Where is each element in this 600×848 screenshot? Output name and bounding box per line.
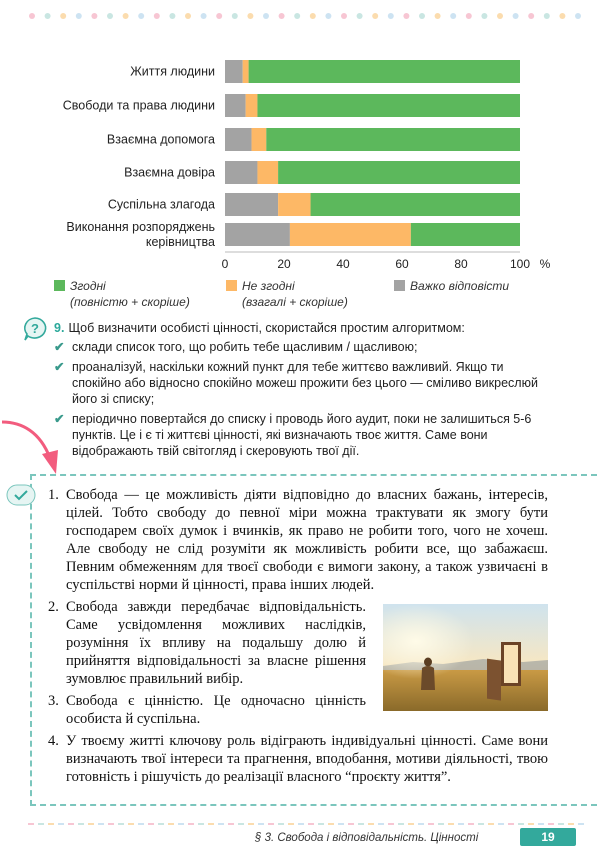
decorative-dot [559, 13, 565, 19]
legend-swatch-hard [394, 280, 405, 291]
decorative-dot [341, 13, 347, 19]
bar-segment [249, 60, 520, 83]
pink-arrow-icon [0, 418, 70, 480]
decorative-dot [466, 13, 472, 19]
decorative-dot [497, 13, 503, 19]
decorative-dot [185, 13, 191, 19]
decorative-dot [247, 13, 253, 19]
decorative-dash [98, 823, 104, 825]
task-step: ✔ склади список того, що робить тебе щасливим / щасливою; [54, 340, 418, 354]
decorative-dash [238, 823, 244, 825]
decorative-dot [60, 13, 66, 19]
decorative-dash [58, 823, 64, 825]
decorative-dash [258, 823, 264, 825]
category-label: керівництва [145, 235, 215, 249]
check-icon: ✔ [54, 340, 65, 354]
decorative-dash [288, 823, 294, 825]
category-label: Виконання розпоряджень [66, 220, 215, 234]
decorative-dash [208, 823, 214, 825]
fact-item: 4. У твоєму житті ключову роль відіграють індивідуальні цінності. Саме вони визначають твої інтереси та прагнення, вподобання, мотиви діяльності, твою готовність і рішучість до реалізації власного “проєкту життя”. [48, 733, 548, 785]
decorative-dash [538, 823, 544, 825]
checkmark-badge-icon [6, 484, 36, 506]
decorative-dot [388, 13, 394, 19]
decorative-dash [428, 823, 434, 825]
decorative-dot [263, 13, 269, 19]
bar-segment [311, 193, 520, 216]
decorative-dash [228, 823, 234, 825]
footer [0, 822, 600, 848]
legend-sublabel-disagree: (взагалі + скоріше) [242, 295, 348, 309]
decorative-dot [450, 13, 456, 19]
decorative-dot [279, 13, 285, 19]
task-9 [54, 320, 554, 463]
decorative-dash [128, 823, 134, 825]
bar-segment [225, 193, 278, 216]
decorative-dash [88, 823, 94, 825]
x-tick-label: 80 [454, 257, 468, 271]
decorative-dot [123, 13, 129, 19]
category-label: Взаємна допомога [106, 132, 215, 147]
decorative-dot [154, 13, 160, 19]
decorative-dash [48, 823, 54, 825]
decorative-dash [418, 823, 424, 825]
decorative-dash [298, 823, 304, 825]
decorative-dot [575, 13, 581, 19]
decorative-dash [158, 823, 164, 825]
bar-segment [225, 161, 257, 184]
footer-dots-decoration [28, 822, 588, 828]
bar-segment [225, 60, 243, 83]
decorative-dot [419, 13, 425, 19]
x-tick-label: 0 [221, 257, 229, 271]
decorative-dash [518, 823, 524, 825]
x-axis-unit: % [539, 257, 551, 271]
decorative-dot [481, 13, 487, 19]
decorative-dash [528, 823, 534, 825]
bar-segment [257, 161, 278, 184]
x-tick-label: 20 [277, 257, 291, 271]
decorative-dot [45, 13, 51, 19]
decorative-dash [138, 823, 144, 825]
bar-segment [278, 161, 520, 184]
x-tick-label: 60 [395, 257, 409, 271]
bar-segment [225, 223, 290, 246]
footer-section-title: § 3. Свобода і відповідальність. Цінності [255, 832, 479, 844]
task-step: ✔ періодично повертайся до списку і проводь його аудит, поки не залишиться 5-6 пунктів. Це і є ті життєві цінності, які визначають твоє життя. Саме вони відображають твій світогляд і скеровують твої дії. [54, 412, 532, 458]
decorative-dot [513, 13, 519, 19]
decorative-dash [278, 823, 284, 825]
decorative-dot [76, 13, 82, 19]
decorative-dash [488, 823, 494, 825]
task-step: ✔ проаналізуй, наскільки кожний пункт для тебе життєво важливий. Якщо ти спокійно або відносно спокійно можеш прожити без цього — сміливо викреслюй його зі списку; [54, 360, 538, 406]
decorative-dash [358, 823, 364, 825]
decorative-dash [198, 823, 204, 825]
legend-swatch-disagree [226, 280, 237, 291]
bar-segment [252, 128, 267, 151]
legend-label-agree: Згодні [70, 279, 106, 293]
decorative-dash [68, 823, 74, 825]
legend-item-disagree [226, 278, 348, 310]
decorative-dot [372, 13, 378, 19]
legend-item-agree [54, 278, 190, 310]
legend-sublabel-agree: (повністю + скоріше) [70, 295, 190, 309]
decorative-dot [29, 13, 35, 19]
decorative-dash [378, 823, 384, 825]
bar-segment [243, 60, 249, 83]
fact-item: 2. Свобода завжди передбачає відповідальність. Саме усвідомлення можливих наслідків, розуміння їх впливу на подальшу долю й прийняття відповідальності за власне рішення зумовлює правильний вибір. [48, 599, 366, 687]
decorative-dot [201, 13, 207, 19]
decorative-dash [438, 823, 444, 825]
decorative-dash [478, 823, 484, 825]
bar-segment [266, 128, 520, 151]
fact-item: 1. Свобода — це можливість діяти відповідно до власних бажань, інтересів, цілей. Тобто свободу до певної міри можна трактувати як змогу бути господарем своїх думок і вчинків, як право не робити того, чого не хочеш. Але свободу не слід розуміти як можливість робити все, що забажаєш. Певним обмеженням для твоєї свободи є вимоги закону, а також узвичаєні в суспільстві норми й цінності, права інших людей. [48, 487, 548, 593]
decorative-dash [118, 823, 124, 825]
check-icon: ✔ [54, 412, 65, 426]
decorative-dash [218, 823, 224, 825]
bar-segment [225, 128, 252, 151]
decorative-dash [558, 823, 564, 825]
fact-item: 3. Свобода є цінністю. Це одночасно цінність особиста й суспільна. [48, 693, 366, 727]
decorative-dot [403, 13, 409, 19]
category-label: Взаємна довіра [124, 165, 215, 180]
bar-segment [278, 193, 310, 216]
decorative-dash [308, 823, 314, 825]
svg-text:?: ? [31, 321, 39, 336]
bar-segment [411, 223, 520, 246]
decorative-dot [435, 13, 441, 19]
decorative-dash [78, 823, 84, 825]
decorative-dash [448, 823, 454, 825]
decorative-dash [168, 823, 174, 825]
decorative-dash [38, 823, 44, 825]
decorative-dash [468, 823, 474, 825]
decorative-dash [508, 823, 514, 825]
decorative-dot [528, 13, 534, 19]
decorative-dash [318, 823, 324, 825]
question-bubble-icon [22, 316, 48, 342]
decorative-dot [91, 13, 97, 19]
task-steps [54, 339, 554, 459]
decorative-dot [138, 13, 144, 19]
legend-label-disagree: Не згодні [242, 279, 295, 293]
bar-segment [246, 94, 258, 117]
legend-label-hard: Важко відповісти [410, 279, 510, 293]
decorative-dash [248, 823, 254, 825]
top-dots-decoration [28, 12, 588, 20]
decorative-dash [348, 823, 354, 825]
page-number: 19 [520, 828, 576, 846]
decorative-dot [310, 13, 316, 19]
decorative-dot [169, 13, 175, 19]
category-label: Свободи та права людини [62, 98, 215, 113]
decorative-dash [268, 823, 274, 825]
decorative-dash [458, 823, 464, 825]
x-tick-label: 40 [336, 257, 350, 271]
decorative-dot [294, 13, 300, 19]
decorative-dash [178, 823, 184, 825]
bar-segment [257, 94, 520, 117]
decorative-dash [28, 823, 34, 825]
decorative-dash [548, 823, 554, 825]
person-with-door-in-field-photo [383, 604, 548, 711]
decorative-dash [568, 823, 574, 825]
decorative-dot [107, 13, 113, 19]
decorative-dot [325, 13, 331, 19]
task-intro: Щоб визначити особисті цінності, скористайся простим алгоритмом: [68, 321, 465, 335]
decorative-dash [498, 823, 504, 825]
legend-swatch-agree [54, 280, 65, 291]
decorative-dash [188, 823, 194, 825]
decorative-dash [328, 823, 334, 825]
decorative-dot [544, 13, 550, 19]
decorative-dash [578, 823, 584, 825]
decorative-dash [398, 823, 404, 825]
decorative-dash [388, 823, 394, 825]
category-label: Життя людини [130, 64, 215, 79]
decorative-dash [338, 823, 344, 825]
bar-segment [225, 94, 246, 117]
stacked-bar-chart [0, 40, 600, 272]
task-number: 9. [54, 321, 65, 335]
legend-item-hard [394, 278, 509, 294]
decorative-dot [216, 13, 222, 19]
decorative-dash [408, 823, 414, 825]
check-icon: ✔ [54, 360, 65, 374]
x-tick-label: 100 [509, 257, 531, 271]
category-label: Суспільна злагода [107, 197, 215, 212]
decorative-dash [108, 823, 114, 825]
bar-segment [290, 223, 411, 246]
decorative-dot [357, 13, 363, 19]
decorative-dash [368, 823, 374, 825]
chart-legend [54, 278, 554, 314]
decorative-dot [232, 13, 238, 19]
decorative-dash [148, 823, 154, 825]
